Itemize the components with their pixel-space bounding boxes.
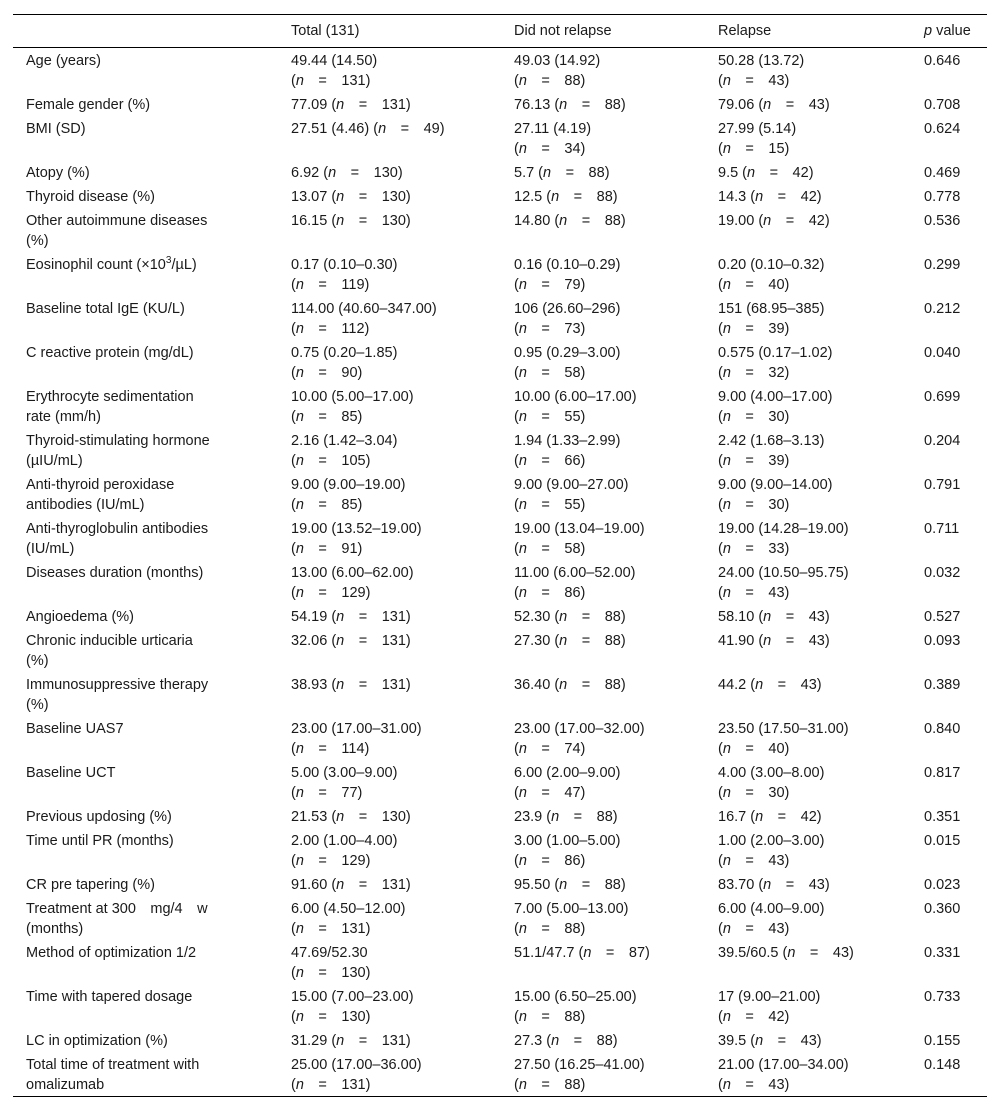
table-row [13, 297, 987, 341]
variable-cell [13, 253, 291, 297]
variable-cell: Chronic inducible urticaria (%) [26, 633, 193, 669]
n-symbol: n [336, 97, 345, 113]
p-value-cell: 0.040 [924, 345, 961, 361]
table-row [13, 429, 987, 473]
variable-label-superscript: 3 [165, 255, 172, 267]
table-row [13, 209, 987, 253]
n-symbol: n [763, 877, 772, 893]
n-symbol: n [518, 921, 527, 937]
n-symbol: n [722, 73, 731, 89]
n-symbol: n [518, 497, 527, 513]
n-symbol: n [295, 321, 304, 337]
table-row [13, 1053, 987, 1097]
p-value-cell: 0.148 [924, 1053, 987, 1097]
table-row [13, 805, 987, 829]
variable-cell: Baseline UAS7 [26, 721, 124, 737]
relapse-cell: 19.00 (14.28–19.00) (n = 33) [718, 521, 849, 557]
relapse-cell: 23.50 (17.50–31.00) (n = 40) [718, 721, 849, 757]
variable-cell: Time until PR (months) [26, 833, 174, 849]
n-symbol: n [336, 809, 345, 825]
n-symbol: n [295, 741, 304, 757]
did-not-relapse-cell: 5.7 (n = 88) [514, 165, 610, 181]
n-symbol: n [378, 121, 387, 137]
relapse-cell: 6.00 (4.00–9.00) (n = 43) [718, 901, 825, 937]
did-not-relapse-cell: 0.95 (0.29–3.00) (n = 58) [514, 345, 621, 381]
did-not-relapse-cell: 14.80 (n = 88) [514, 213, 626, 229]
header-did-not-relapse: Did not relapse [514, 15, 718, 48]
relapse-cell: 0.20 (0.10–0.32) (n = 40) [718, 257, 825, 293]
relapse-cell: 17 (9.00–21.00) (n = 42) [718, 989, 821, 1025]
table-row [13, 48, 987, 94]
total-cell: 19.00 (13.52–19.00) (n = 91) [291, 521, 422, 557]
variable-cell: Thyroid disease (%) [26, 189, 155, 205]
total-cell: 9.00 (9.00–19.00) (n = 85) [291, 477, 406, 513]
p-value-cell: 0.840 [924, 721, 961, 737]
total-cell: 21.53 (n = 130) [291, 809, 411, 825]
n-symbol: n [518, 785, 527, 801]
relapse-cell: 0.575 (0.17–1.02) (n = 32) [718, 345, 833, 381]
relapse-cell: 14.3 (n = 42) [718, 189, 822, 205]
n-symbol: n [787, 945, 796, 961]
n-symbol: n [336, 213, 345, 229]
variable-label-prefix: Eosinophil count (×10 [26, 257, 166, 273]
n-symbol: n [295, 853, 304, 869]
variable-cell: Age (years) [26, 53, 101, 69]
n-symbol: n [336, 1033, 345, 1049]
variable-label-suffix: /µL) [171, 257, 197, 273]
total-cell: 13.00 (6.00–62.00) (n = 129) [291, 565, 414, 601]
p-value-cell: 0.204 [924, 433, 961, 449]
p-value-cell: 0.817 [924, 765, 961, 781]
n-symbol: n [336, 677, 345, 693]
total-cell: 32.06 (n = 131) [291, 633, 411, 649]
n-symbol: n [295, 409, 304, 425]
n-symbol: n [518, 141, 527, 157]
n-symbol: n [583, 945, 592, 961]
table-row [13, 185, 987, 209]
variable-cell: Other autoimmune diseases (%) [26, 213, 208, 249]
variable-cell: Baseline UCT [26, 765, 116, 781]
table-row [13, 561, 987, 605]
p-value-cell: 0.708 [924, 97, 961, 113]
relapse-cell: 1.00 (2.00–3.00) (n = 43) [718, 833, 825, 869]
n-symbol: n [722, 409, 731, 425]
variable-cell: Total time of treatment with omalizumab [13, 1053, 291, 1097]
n-symbol: n [543, 165, 552, 181]
n-symbol: n [336, 609, 345, 625]
variable-cell: BMI (SD) [26, 121, 86, 137]
table-row [13, 897, 987, 941]
table-row [13, 253, 987, 297]
variable-cell: Method of optimization 1/2 [26, 945, 197, 961]
did-not-relapse-cell: 49.03 (14.92) (n = 88) [514, 53, 601, 89]
p-value-cell: 0.331 [924, 945, 961, 961]
did-not-relapse-cell: 51.1/47.7 (n = 87) [514, 945, 650, 961]
n-symbol: n [722, 1009, 731, 1025]
total-cell: 6.92 (n = 130) [291, 165, 403, 181]
n-symbol: n [559, 677, 568, 693]
n-symbol: n [518, 73, 527, 89]
did-not-relapse-cell: 27.30 (n = 88) [514, 633, 626, 649]
p-value-cell: 0.536 [924, 213, 961, 229]
did-not-relapse-cell: 27.11 (4.19) (n = 34) [514, 121, 592, 157]
n-symbol: n [763, 97, 772, 113]
header-variable [13, 15, 291, 48]
n-symbol: n [336, 877, 345, 893]
n-symbol: n [295, 785, 304, 801]
table-row [13, 673, 987, 717]
total-cell: 5.00 (3.00–9.00) (n = 77) [291, 765, 398, 801]
variable-cell: Previous updosing (%) [26, 809, 172, 825]
variable-cell: Erythrocyte sedimentation rate (mm/h) [26, 389, 194, 425]
n-symbol: n [755, 677, 764, 693]
n-symbol: n [295, 585, 304, 601]
did-not-relapse-cell: 12.5 (n = 88) [514, 189, 618, 205]
n-symbol: n [763, 633, 772, 649]
relapse-cell: 83.70 (n = 43) [718, 877, 830, 893]
n-symbol: n [518, 365, 527, 381]
n-symbol: n [295, 921, 304, 937]
table-row [13, 517, 987, 561]
total-cell: 91.60 (n = 131) [291, 877, 411, 893]
table-row [13, 117, 987, 161]
n-symbol: n [722, 497, 731, 513]
n-symbol: n [518, 853, 527, 869]
n-symbol: n [722, 585, 731, 601]
total-cell: 15.00 (7.00–23.00) (n = 130) [291, 989, 414, 1025]
total-cell: 13.07 (n = 130) [291, 189, 411, 205]
total-cell: 0.75 (0.20–1.85) (n = 90) [291, 345, 398, 381]
relapse-cell: 151 (68.95–385) (n = 39) [718, 301, 825, 337]
p-value-cell: 0.389 [924, 677, 961, 693]
table-row [13, 873, 987, 897]
did-not-relapse-cell: 27.3 (n = 88) [514, 1033, 618, 1049]
n-symbol: n [551, 1033, 560, 1049]
n-symbol: n [559, 633, 568, 649]
variable-cell: Baseline total IgE (KU/L) [26, 301, 185, 317]
n-symbol: n [295, 277, 304, 293]
p-value-cell: 0.299 [924, 257, 961, 273]
table-header [13, 15, 987, 48]
did-not-relapse-cell: 76.13 (n = 88) [514, 97, 626, 113]
n-symbol: n [559, 97, 568, 113]
n-symbol: n [295, 497, 304, 513]
p-value-cell: 0.032 [924, 565, 961, 581]
table-row [13, 761, 987, 805]
n-symbol: n [518, 1077, 527, 1093]
n-symbol: n [295, 1077, 304, 1093]
relapse-cell: 9.5 (n = 42) [718, 165, 814, 181]
total-cell: 47.69/52.30 (n = 130) [291, 945, 371, 981]
relapse-cell: 4.00 (3.00–8.00) (n = 30) [718, 765, 825, 801]
n-symbol: n [722, 785, 731, 801]
n-symbol: n [295, 365, 304, 381]
variable-cell: Anti-thyroglobulin antibodies (IU/mL) [26, 521, 209, 557]
did-not-relapse-cell: 19.00 (13.04–19.00) (n = 58) [514, 521, 645, 557]
total-cell: 2.00 (1.00–4.00) (n = 129) [291, 833, 398, 869]
relapse-cell: 27.99 (5.14) (n = 15) [718, 121, 797, 157]
header-p-suffix: value [932, 23, 971, 39]
relapse-cell: 79.06 (n = 43) [718, 97, 830, 113]
total-cell: 25.00 (17.00–36.00) (n = 131) [291, 1053, 514, 1097]
relapse-cell: 58.10 (n = 43) [718, 609, 830, 625]
did-not-relapse-cell: 23.9 (n = 88) [514, 809, 618, 825]
n-symbol: n [722, 453, 731, 469]
total-cell: 38.93 (n = 131) [291, 677, 411, 693]
n-symbol: n [295, 541, 304, 557]
relapse-cell: 9.00 (9.00–14.00) (n = 30) [718, 477, 833, 513]
relapse-cell: 39.5 (n = 43) [718, 1033, 822, 1049]
n-symbol: n [722, 741, 731, 757]
n-symbol: n [551, 189, 560, 205]
relapse-cell: 21.00 (17.00–34.00) (n = 43) [718, 1053, 924, 1097]
table-body [13, 48, 987, 1097]
variable-cell: Time with tapered dosage [26, 989, 193, 1005]
n-symbol: n [722, 921, 731, 937]
relapse-cell: 44.2 (n = 43) [718, 677, 822, 693]
header-row [13, 15, 987, 48]
total-cell: 49.44 (14.50) (n = 131) [291, 53, 378, 89]
p-value-cell: 0.155 [924, 1033, 961, 1049]
did-not-relapse-cell: 27.50 (16.25–41.00) (n = 88) [514, 1053, 718, 1097]
header-p-italic: p [924, 23, 933, 39]
n-symbol: n [722, 853, 731, 869]
variable-cell: Immunosuppressive therapy (%) [26, 677, 209, 713]
n-symbol: n [518, 409, 527, 425]
did-not-relapse-cell: 3.00 (1.00–5.00) (n = 86) [514, 833, 621, 869]
n-symbol: n [559, 609, 568, 625]
did-not-relapse-cell: 10.00 (6.00–17.00) (n = 55) [514, 389, 637, 425]
variable-cell: Angioedema (%) [26, 609, 134, 625]
variable-cell: Diseases duration (months) [26, 565, 204, 581]
relapse-cell: 16.7 (n = 42) [718, 809, 822, 825]
p-value-cell: 0.351 [924, 809, 961, 825]
relapse-cell: 2.42 (1.68–3.13) (n = 39) [718, 433, 825, 469]
n-symbol: n [518, 277, 527, 293]
did-not-relapse-cell: 15.00 (6.50–25.00) (n = 88) [514, 989, 637, 1025]
did-not-relapse-cell: 9.00 (9.00–27.00) (n = 55) [514, 477, 629, 513]
n-symbol: n [518, 541, 527, 557]
p-value-cell: 0.015 [924, 833, 961, 849]
did-not-relapse-cell: 6.00 (2.00–9.00) (n = 47) [514, 765, 621, 801]
relapse-cell: 39.5/60.5 (n = 43) [718, 945, 854, 961]
n-symbol: n [755, 1033, 764, 1049]
n-symbol: n [722, 541, 731, 557]
n-symbol: n [295, 1009, 304, 1025]
p-value-cell: 0.527 [924, 609, 961, 625]
total-cell: 0.17 (0.10–0.30) (n = 119) [291, 257, 398, 293]
did-not-relapse-cell: 0.16 (0.10–0.29) (n = 79) [514, 257, 621, 293]
header-total: Total (131) [291, 15, 514, 48]
n-symbol: n [559, 213, 568, 229]
total-cell: 10.00 (5.00–17.00) (n = 85) [291, 389, 414, 425]
n-symbol: n [295, 453, 304, 469]
n-symbol: n [518, 741, 527, 757]
p-value-cell: 0.791 [924, 477, 961, 493]
did-not-relapse-cell: 36.40 (n = 88) [514, 677, 626, 693]
variable-cell: CR pre tapering (%) [26, 877, 155, 893]
p-value-cell: 0.093 [924, 633, 961, 649]
n-symbol: n [551, 809, 560, 825]
p-value-cell: 0.624 [924, 121, 961, 137]
variable-cell: Treatment at 300 mg/4 w (months) [26, 901, 208, 937]
n-symbol: n [518, 585, 527, 601]
results-table [13, 14, 987, 1097]
n-symbol: n [722, 277, 731, 293]
variable-cell: Atopy (%) [26, 165, 90, 181]
table-row [13, 473, 987, 517]
variable-cell: Anti-thyroid peroxidase antibodies (IU/mL) [26, 477, 175, 513]
relapse-cell: 50.28 (13.72) (n = 43) [718, 53, 805, 89]
table-row [13, 161, 987, 185]
did-not-relapse-cell: 23.00 (17.00–32.00) (n = 74) [514, 721, 645, 757]
table-row [13, 93, 987, 117]
relapse-cell: 19.00 (n = 42) [718, 213, 830, 229]
variable-cell: C reactive protein (mg/dL) [26, 345, 194, 361]
total-cell: 31.29 (n = 131) [291, 1033, 411, 1049]
total-cell: 54.19 (n = 131) [291, 609, 411, 625]
n-symbol: n [755, 809, 764, 825]
total-cell: 23.00 (17.00–31.00) (n = 114) [291, 721, 422, 757]
p-value-cell: 0.733 [924, 989, 961, 1005]
n-symbol: n [295, 965, 304, 981]
did-not-relapse-cell: 52.30 (n = 88) [514, 609, 626, 625]
n-symbol: n [722, 321, 731, 337]
did-not-relapse-cell: 11.00 (6.00–52.00) (n = 86) [514, 565, 636, 601]
header-relapse: Relapse [718, 15, 924, 48]
n-symbol: n [763, 213, 772, 229]
variable-cell: Thyroid-stimulating hormone (µIU/mL) [26, 433, 210, 469]
table-row [13, 629, 987, 673]
table-row [13, 605, 987, 629]
table-row [13, 941, 987, 985]
n-symbol: n [295, 73, 304, 89]
n-symbol: n [722, 1077, 731, 1093]
total-cell: 2.16 (1.42–3.04) (n = 105) [291, 433, 398, 469]
n-symbol: n [518, 1009, 527, 1025]
variable-cell: Female gender (%) [26, 97, 151, 113]
relapse-cell: 9.00 (4.00–17.00) (n = 30) [718, 389, 833, 425]
did-not-relapse-cell: 106 (26.60–296) (n = 73) [514, 301, 621, 337]
table-row [13, 985, 987, 1029]
variable-cell: LC in optimization (%) [26, 1033, 168, 1049]
table-row [13, 1029, 987, 1053]
n-symbol: n [336, 189, 345, 205]
p-value-cell: 0.711 [924, 521, 960, 537]
total-cell: 77.09 (n = 131) [291, 97, 411, 113]
header-p-value [924, 15, 987, 48]
total-cell: 114.00 (40.60–347.00) (n = 112) [291, 301, 437, 337]
did-not-relapse-cell: 1.94 (1.33–2.99) (n = 66) [514, 433, 621, 469]
p-value-cell: 0.212 [924, 301, 961, 317]
did-not-relapse-cell: 95.50 (n = 88) [514, 877, 626, 893]
total-cell: 6.00 (4.50–12.00) (n = 131) [291, 901, 406, 937]
n-symbol: n [518, 453, 527, 469]
table-row [13, 385, 987, 429]
n-symbol: n [722, 141, 731, 157]
n-symbol: n [559, 877, 568, 893]
did-not-relapse-cell: 7.00 (5.00–13.00) (n = 88) [514, 901, 629, 937]
n-symbol: n [518, 321, 527, 337]
relapse-cell: 24.00 (10.50–95.75) (n = 43) [718, 565, 849, 601]
p-value-cell: 0.360 [924, 901, 961, 917]
n-symbol: n [747, 165, 756, 181]
table-row [13, 829, 987, 873]
p-value-cell: 0.699 [924, 389, 961, 405]
n-symbol: n [755, 189, 764, 205]
table-row [13, 717, 987, 761]
n-symbol: n [336, 633, 345, 649]
p-value-cell: 0.646 [924, 53, 961, 69]
n-symbol: n [722, 365, 731, 381]
table-row [13, 341, 987, 385]
total-cell: 16.15 (n = 130) [291, 213, 411, 229]
relapse-cell: 41.90 (n = 43) [718, 633, 830, 649]
total-cell: 27.51 (4.46) (n = 49) [291, 121, 445, 137]
n-symbol: n [328, 165, 337, 181]
p-value-cell: 0.778 [924, 189, 961, 205]
p-value-cell: 0.023 [924, 877, 961, 893]
n-symbol: n [763, 609, 772, 625]
p-value-cell: 0.469 [924, 165, 961, 181]
